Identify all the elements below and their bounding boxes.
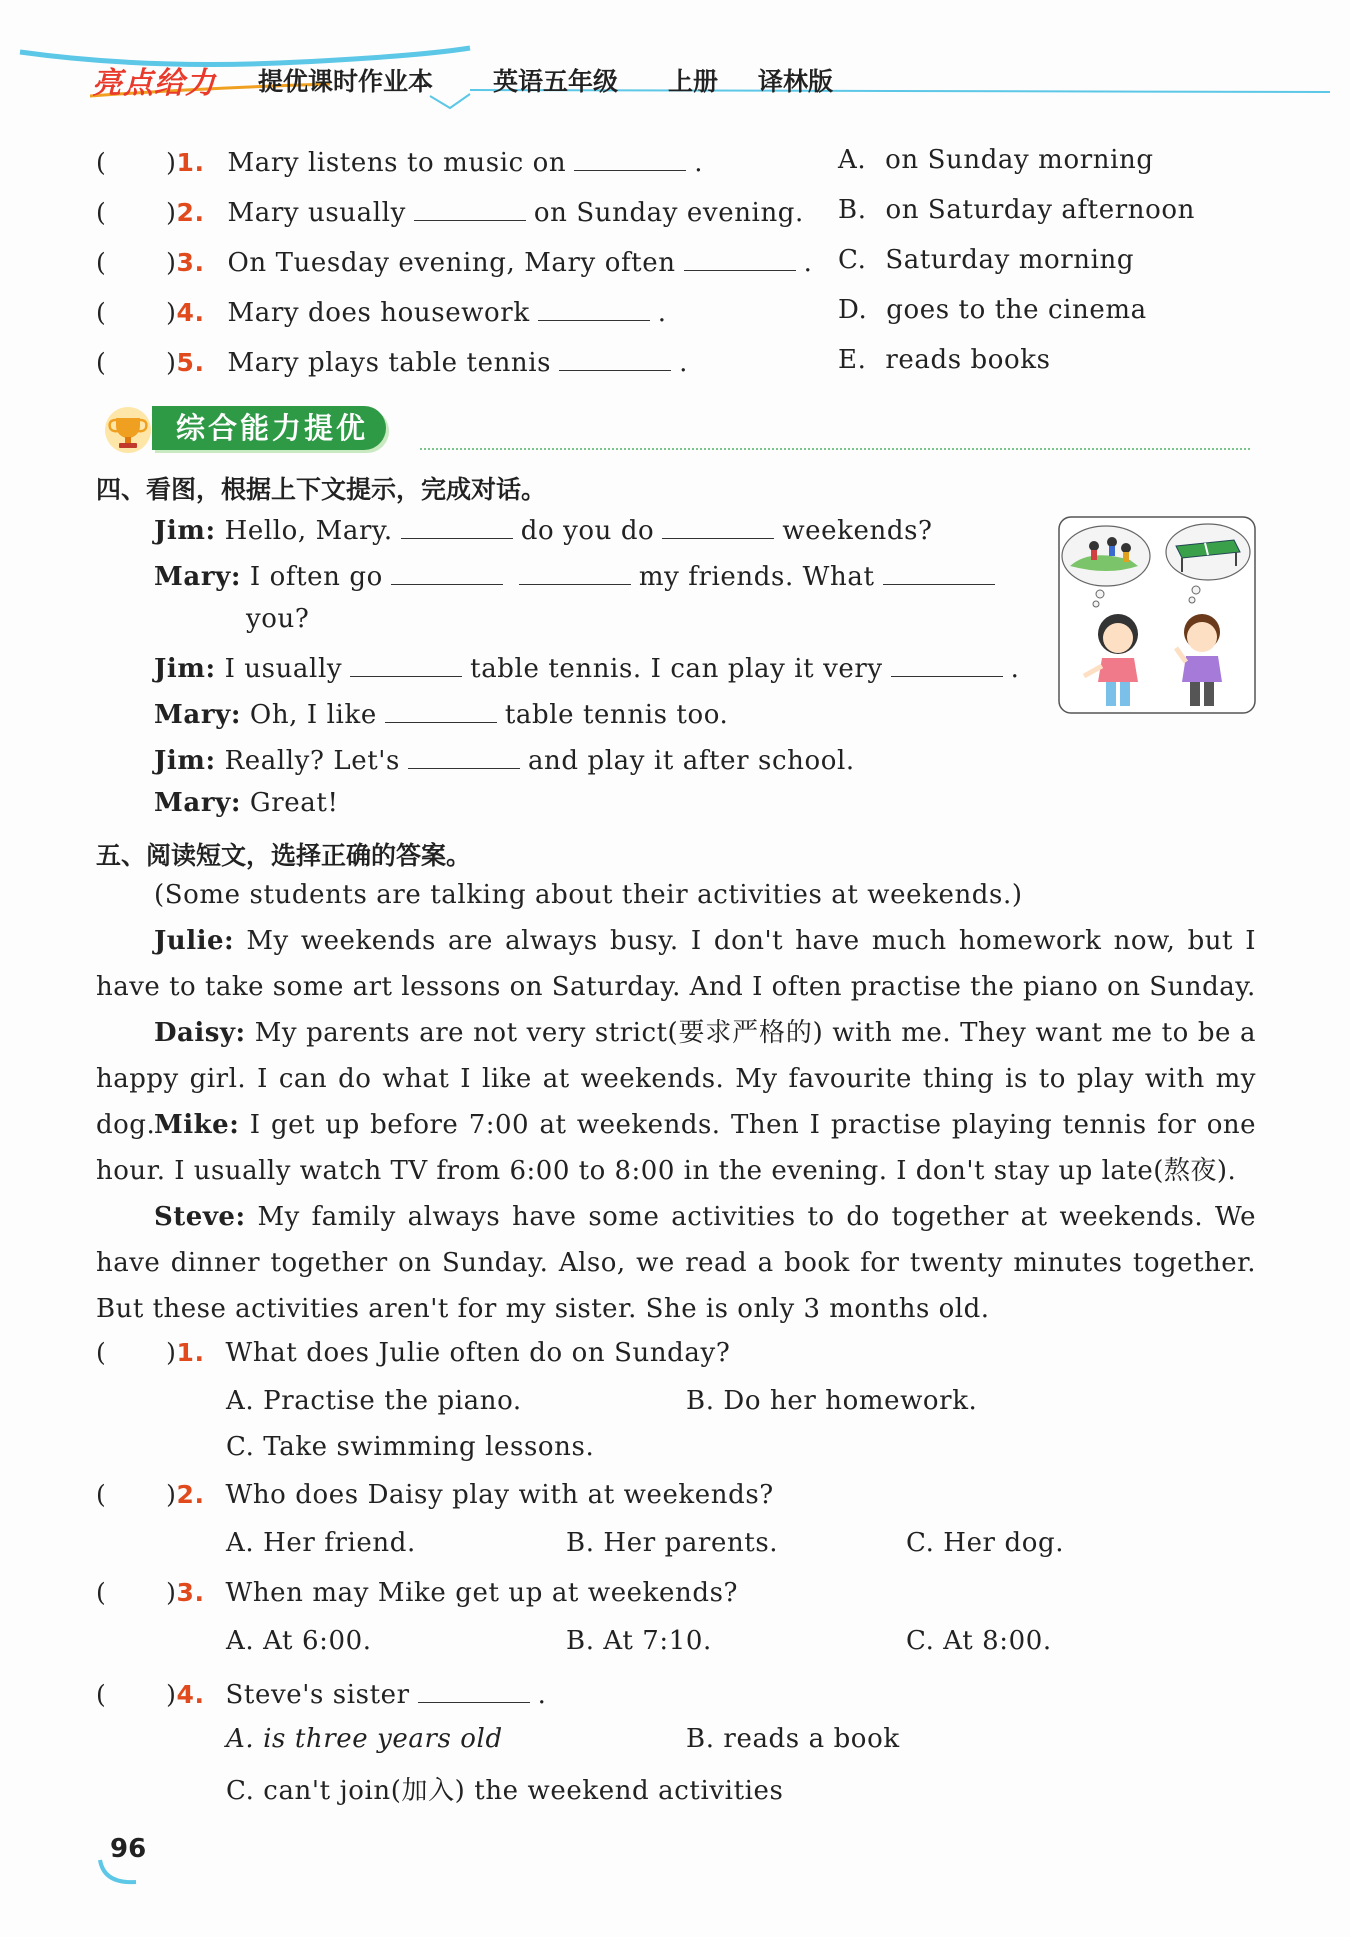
section5-title: 五、阅读短文，选择正确的答案。 (96, 841, 472, 870)
question-stem (96, 1480, 774, 1510)
option-letter: E. (838, 345, 867, 375)
option-text: on Sunday morning (885, 145, 1154, 175)
series-title: 提优课时作业本 (258, 67, 434, 96)
dialogue-text: and play it after school. (527, 746, 855, 776)
answer-bracket[interactable]: ( ) (96, 1680, 177, 1709)
page-number: 96 (110, 1834, 147, 1864)
question-text: Mary plays table tennis (227, 348, 552, 378)
question-number: 3. (176, 248, 205, 277)
page-number-badge (96, 1830, 156, 1890)
choice-b[interactable]: B. reads a book (686, 1724, 900, 1754)
question-stem (96, 1338, 730, 1368)
dialogue-line (246, 604, 309, 634)
option-item (838, 295, 1147, 325)
dialogue-text: my friends. What (638, 562, 875, 592)
choice-c[interactable]: C. can't join(加入) the weekend activities (226, 1776, 784, 1806)
dialogue-line (154, 558, 1003, 592)
question-text: Steve's sister (225, 1680, 410, 1710)
dialogue-text: Hello, Mary. (224, 516, 393, 546)
passage-paragraph (96, 1194, 1256, 1332)
dialogue-text: . (1010, 654, 1020, 684)
paragraph-text: I get up before 7:00 at weekends. Then I practise playing tennis for one hour. I usually watch TV from 6:00 to 8:00 in the evening. I don't stay up late(熬夜). (96, 1110, 1256, 1186)
answer-blank[interactable] (538, 294, 650, 321)
section-banner (100, 404, 1250, 456)
answer-bracket[interactable]: ( ) (96, 1480, 177, 1509)
answer-bracket[interactable]: ( ) (96, 198, 177, 227)
edition-label: 译林版 (758, 67, 834, 96)
option-letter: A. (838, 145, 867, 175)
option-text: on Saturday afternoon (885, 195, 1195, 225)
answer-blank[interactable] (350, 650, 462, 677)
banner-label: 综合能力提优 (152, 406, 386, 450)
answer-blank[interactable] (418, 1676, 530, 1703)
answer-blank[interactable] (414, 194, 526, 221)
question-text: What does Julie often do on Sunday? (225, 1338, 731, 1368)
matching-row (96, 294, 667, 328)
answer-bracket[interactable]: ( ) (96, 1338, 177, 1367)
question-text: When may Mike get up at weekends? (225, 1578, 739, 1608)
answer-blank[interactable] (408, 742, 520, 769)
question-text: Mary does housework (227, 298, 530, 328)
matching-row (96, 144, 703, 178)
question-text-end: . (679, 348, 688, 378)
speaker-label: Mike: (154, 1110, 240, 1140)
matching-row (96, 194, 804, 228)
section4-title: 四、看图，根据上下文提示，完成对话。 (96, 475, 547, 504)
question-text-end: . (803, 248, 813, 278)
question-text: Mary usually (227, 198, 406, 228)
dialogue-text: table tennis. I can play it very (470, 654, 883, 684)
option-item (838, 145, 1154, 175)
paragraph-text: My family always have some activities to do together at weekends. We have dinner together on Sunday. Also, we read a book for twenty minutes together. But these activities aren't for my sister. She is only 3 months old. (96, 1202, 1257, 1324)
answer-blank[interactable] (519, 558, 631, 585)
paragraph-text: My parents are not very strict(要求严格的) with me. They want me to be a happy girl. I can do what I like at weekends. My favourite thing is to play with my dog. (96, 1018, 1256, 1140)
banner-rule (420, 448, 1250, 450)
dialogue-text: you? (246, 604, 310, 634)
volume-label: 上册 (668, 67, 719, 96)
answer-blank[interactable] (684, 244, 796, 271)
question-stem: ( )4. Steve's sister . (96, 1676, 547, 1710)
choice-b[interactable]: B. Her parents. (566, 1528, 779, 1558)
question-number: 1. (176, 148, 205, 177)
answer-blank[interactable] (574, 144, 686, 171)
dialogue-text: do you do (520, 516, 655, 546)
choice-a[interactable]: A. At 6:00. (226, 1626, 372, 1656)
option-text: goes to the cinema (886, 295, 1147, 325)
question-text-end: on Sunday evening. (533, 198, 804, 228)
dialogue-line (154, 742, 855, 776)
answer-blank[interactable] (391, 558, 503, 585)
question-number: 1. (176, 1338, 205, 1367)
speaker-label: Steve: (154, 1202, 246, 1232)
question-number: 3. (176, 1578, 205, 1607)
page-header (0, 0, 1350, 110)
answer-bracket[interactable]: ( ) (96, 248, 177, 277)
option-text: Saturday morning (885, 245, 1135, 275)
answer-bracket[interactable]: ( ) (96, 1578, 177, 1607)
dialogue-text: Great! (249, 788, 339, 818)
dialogue-line (154, 788, 339, 818)
answer-blank[interactable] (662, 512, 774, 539)
answer-bracket[interactable]: ( ) (96, 298, 177, 327)
question-number: 2. (176, 198, 205, 227)
dialogue-line (154, 512, 933, 546)
passage-paragraph (96, 918, 1256, 1010)
answer-bracket[interactable]: ( ) (96, 348, 177, 377)
speaker-label: Daisy: (154, 1018, 246, 1048)
passage-intro: (Some students are talking about their activities at weekends.) (154, 880, 1023, 910)
question-text: Who does Daisy play with at weekends? (225, 1480, 774, 1510)
answer-bracket[interactable]: ( ) (96, 148, 177, 177)
question-text-end: . (694, 148, 704, 178)
paragraph-text: My weekends are always busy. I don't have much homework now, but I have to take some art lessons on Saturday. And I often practise the piano on Sunday. (96, 926, 1257, 1002)
brand-logo: 亮点给力 (92, 66, 216, 101)
trophy-icon (100, 404, 160, 456)
dialogue-text: weekends? (782, 516, 933, 546)
speaker-label: Jim: (154, 746, 216, 776)
speaker-label: Julie: (154, 926, 235, 956)
subject-label: 英语五年级 (493, 67, 619, 96)
answer-blank[interactable] (559, 344, 671, 371)
speaker-label: Jim: (154, 654, 216, 684)
choice-c[interactable]: C. Her dog. (906, 1528, 1065, 1558)
question-text: On Tuesday evening, Mary often (227, 248, 676, 278)
dialogue-text: I usually (224, 654, 343, 684)
answer-blank[interactable] (385, 696, 497, 723)
question-number: 5. (176, 348, 205, 377)
answer-blank[interactable] (891, 650, 1003, 677)
question-text: Mary listens to music on (227, 148, 567, 178)
option-letter: D. (838, 295, 868, 325)
question-number: 4. (176, 1680, 205, 1709)
choice-c[interactable]: C. At 8:00. (906, 1626, 1052, 1656)
dialogue-text: table tennis too. (504, 700, 729, 730)
speaker-label: Jim: (154, 516, 216, 546)
speaker-label: Mary: (154, 700, 242, 730)
choice-a[interactable]: A. Practise the piano. (226, 1386, 522, 1416)
option-item (838, 345, 1051, 375)
choice-a[interactable]: A. Her friend. (226, 1528, 416, 1558)
option-item (838, 245, 1134, 275)
answer-blank[interactable] (883, 558, 995, 585)
question-text-end: . (657, 298, 667, 328)
dialogue-text: I often go (249, 562, 383, 592)
passage-paragraph (96, 1102, 1256, 1194)
option-text: reads books (885, 345, 1051, 375)
dialogue-line (154, 696, 728, 730)
dialogue-text: Really? Let's (224, 746, 400, 776)
dialogue-text: Oh, I like (249, 700, 377, 730)
choice-b[interactable]: B. Do her homework. (686, 1386, 978, 1416)
choice-a[interactable]: A. is three years old (226, 1724, 503, 1754)
option-letter: B. (838, 195, 867, 225)
question-number: 4. (176, 298, 205, 327)
question-stem (96, 1578, 738, 1608)
matching-row (96, 244, 812, 278)
option-item (838, 195, 1195, 225)
question-number: 2. (176, 1480, 205, 1509)
speaker-label: Mary: (154, 562, 242, 592)
choice-c[interactable]: C. Take swimming lessons. (226, 1432, 595, 1462)
kids-table-tennis-picture (1058, 516, 1256, 714)
answer-blank[interactable] (401, 512, 513, 539)
matching-row (96, 344, 688, 378)
speaker-label: Mary: (154, 788, 242, 818)
dialogue-line (154, 650, 1020, 684)
illustration (1058, 516, 1256, 714)
option-letter: C. (838, 245, 867, 275)
choice-b[interactable]: B. At 7:10. (566, 1626, 712, 1656)
